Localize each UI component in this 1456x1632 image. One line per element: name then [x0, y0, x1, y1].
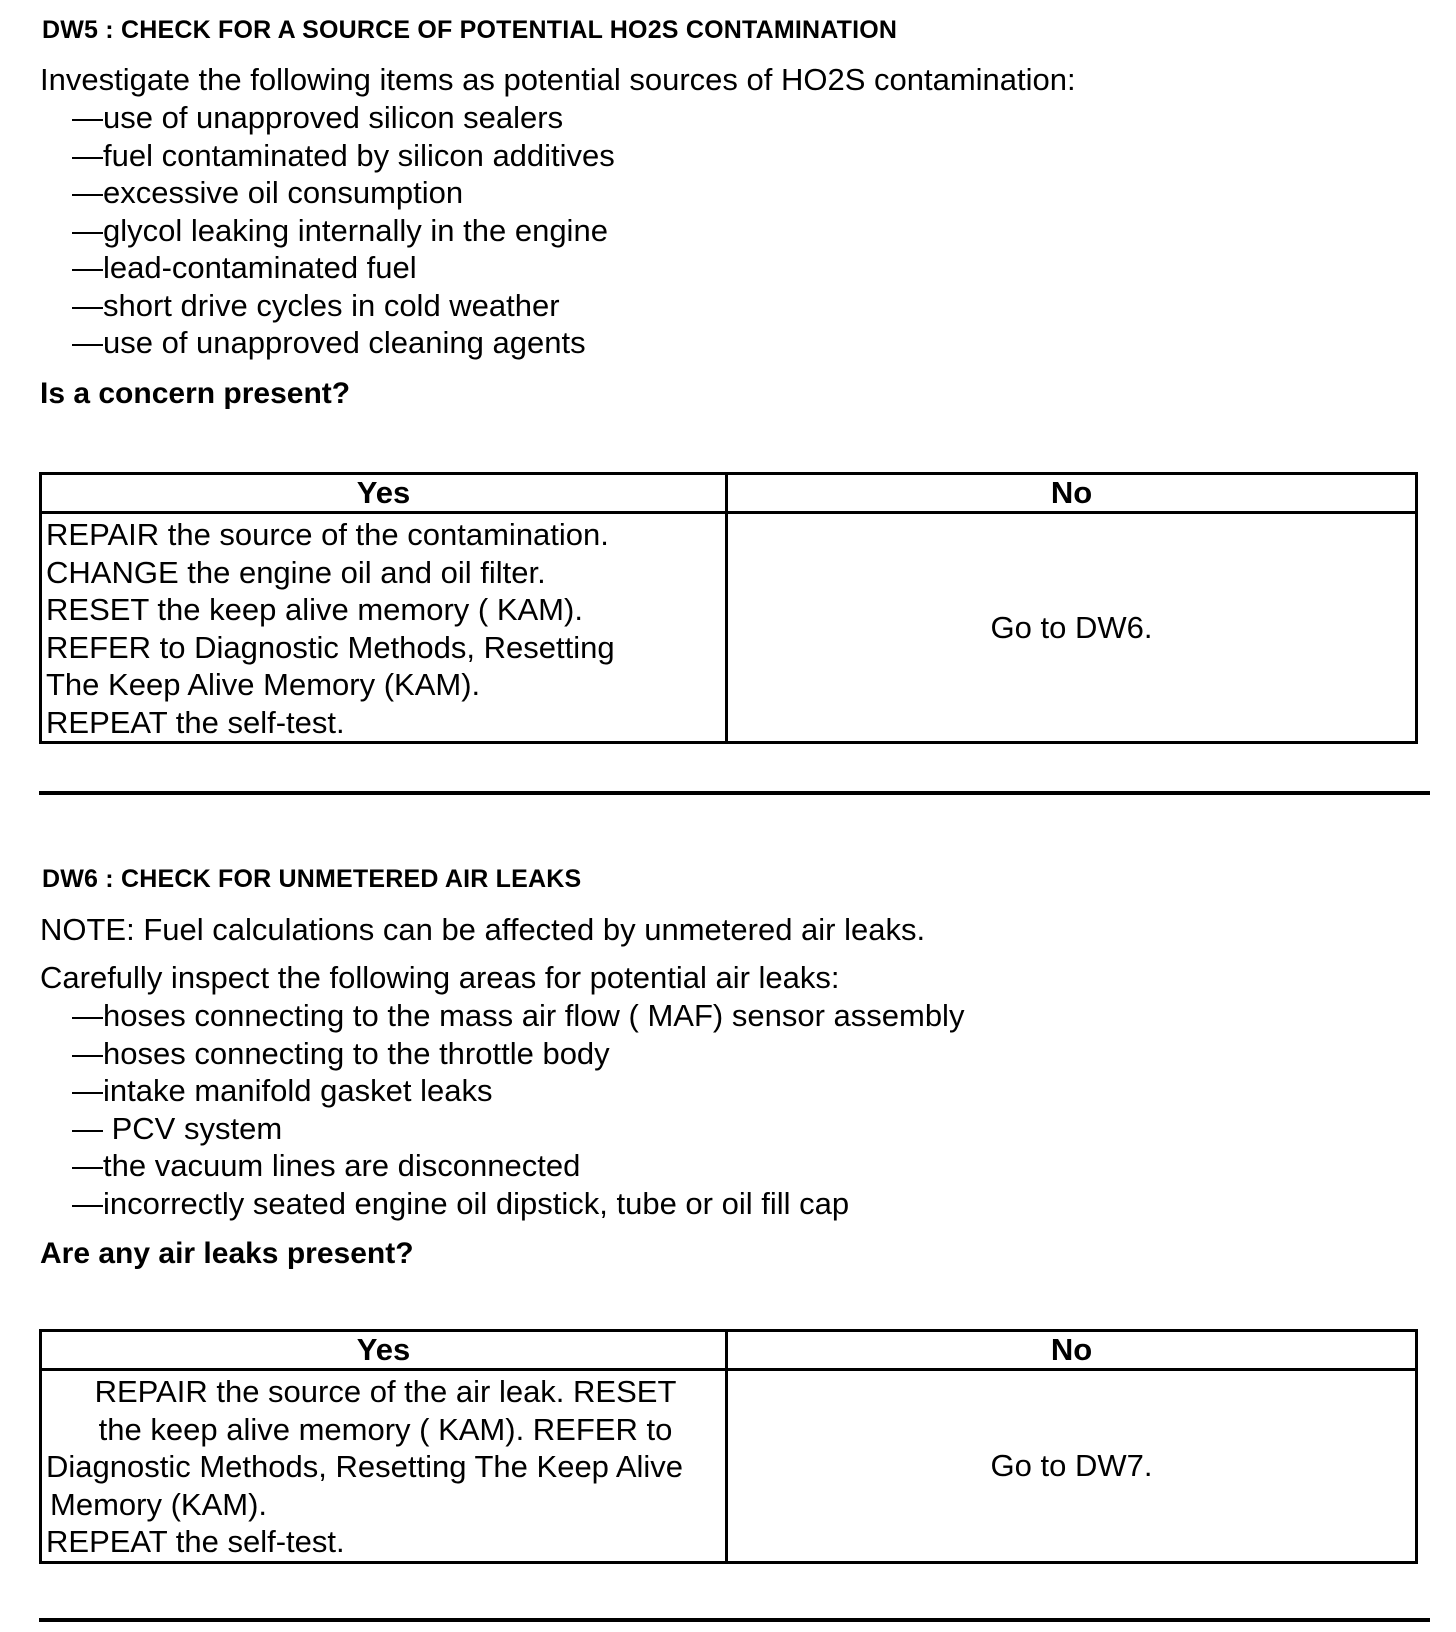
list-item: —fuel contaminated by silicon additives — [72, 137, 615, 173]
contamination-source-list — [72, 99, 615, 362]
list-item: —incorrectly seated engine oil dipstick, tube or oil fill cap — [72, 1185, 850, 1221]
yes-action-line: REPAIR the source of the air leak. RESET — [94, 1374, 677, 1409]
step-intro: Investigate the following items as potential sources of HO2S contamination: — [40, 62, 1076, 97]
list-item: —use of unapproved cleaning agents — [72, 325, 586, 360]
step-heading: DW6 : CHECK FOR UNMETERED AIR LEAKS — [42, 865, 582, 893]
yes-header: Yes — [41, 1331, 727, 1370]
section-divider — [39, 1618, 1430, 1622]
list-item: —hoses connecting to the mass air flow ( MAF) sensor assembly — [72, 998, 965, 1033]
yes-action-line: Memory (KAM). — [50, 1486, 267, 1522]
yes-action — [41, 513, 727, 743]
list-item: —short drive cycles in cold weather — [72, 287, 560, 323]
yes-action-line: RESET the keep alive memory ( KAM). — [46, 592, 583, 627]
list-item: —hoses connecting to the throttle body — [72, 1035, 610, 1071]
list-item: —lead-contaminated fuel — [72, 250, 417, 285]
no-header: No — [727, 474, 1417, 513]
yes-action — [41, 1370, 727, 1563]
yes-action-line: The Keep Alive Memory (KAM). — [46, 667, 481, 702]
list-item: —excessive oil consumption — [72, 175, 464, 210]
step-note: NOTE: Fuel calculations can be affected by unmetered air leaks. — [40, 912, 926, 947]
decision-table — [39, 1329, 1418, 1564]
no-action: Go to DW7. — [727, 1370, 1417, 1563]
list-item: —intake manifold gasket leaks — [72, 1073, 493, 1108]
step-question: Is a concern present? — [40, 377, 351, 410]
yes-header: Yes — [41, 474, 727, 513]
list-item: —glycol leaking internally in the engine — [72, 212, 608, 248]
yes-action-line: REPEAT the self-test. — [46, 1524, 345, 1559]
list-item: — PCV system — [72, 1110, 283, 1146]
section-divider — [39, 791, 1430, 795]
decision-table — [39, 472, 1418, 744]
list-item: —the vacuum lines are disconnected — [72, 1148, 581, 1183]
yes-action-line: the keep alive memory ( KAM). REFER to — [98, 1411, 673, 1447]
list-item: —use of unapproved silicon sealers — [72, 100, 564, 135]
no-action: Go to DW6. — [727, 513, 1417, 743]
yes-action-line: CHANGE the engine oil and oil filter. — [46, 554, 546, 590]
yes-action-line: REPEAT the self-test. — [46, 704, 345, 740]
step-question: Are any air leaks present? — [40, 1237, 414, 1270]
step-heading: DW5 : CHECK FOR A SOURCE OF POTENTIAL HO2S CONTAMINATION — [42, 16, 898, 44]
yes-action-line: REPAIR the source of the contamination. — [46, 517, 609, 552]
no-header: No — [727, 1331, 1417, 1370]
step-intro: Carefully inspect the following areas for potential air leaks: — [40, 960, 840, 995]
yes-action-line: REFER to Diagnostic Methods, Resetting — [46, 629, 615, 665]
air-leak-area-list — [72, 997, 964, 1222]
yes-action-line: Diagnostic Methods, Resetting The Keep Alive — [46, 1449, 684, 1484]
